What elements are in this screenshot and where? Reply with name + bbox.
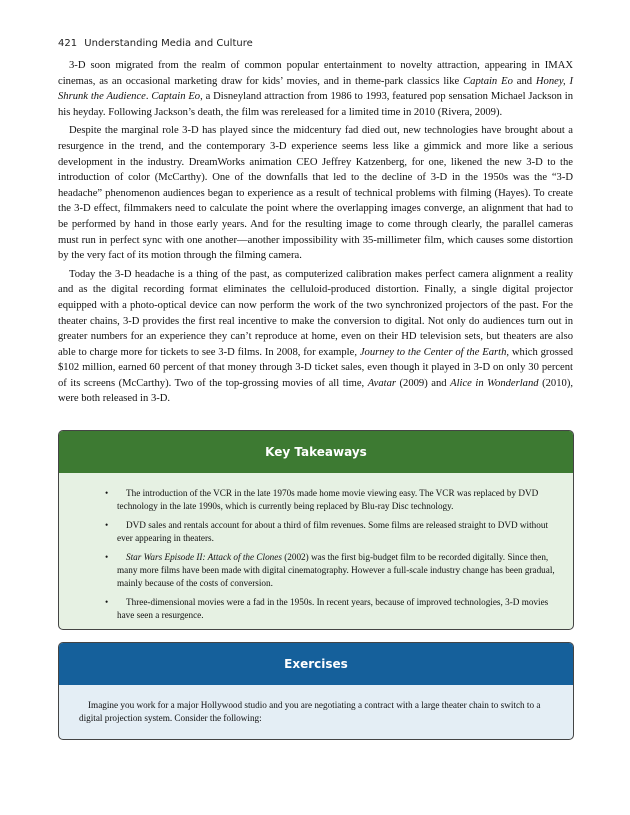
page-number: 421 bbox=[58, 38, 78, 49]
takeaways-list bbox=[59, 487, 573, 621]
list-item: • DVD sales and rentals account for about a third of film revenues. Some films are released straight to DVD without ever appearing in theaters. bbox=[105, 520, 548, 543]
running-title: Understanding Media and Culture bbox=[84, 38, 253, 49]
list-item: • The introduction of the VCR in the late 1970s made home movie viewing easy. The VCR was replaced by DVD technology in the late 1990s, which is currently being replaced by Blu-ray Disc technology. bbox=[105, 488, 539, 511]
bullet-icon: • bbox=[105, 488, 109, 498]
key-takeaways-title: Key Takeaways bbox=[59, 431, 573, 473]
paragraph-2: Despite the marginal role 3-D has played since the midcentury fad died out, new technologies have brought about a resurgence in the trend, and the contemporary 3-D experience seems less like a gimmick and more like a serious development in the industry. DreamWorks animation CEO Jeffrey Katzenberg, for one, likened the new 3-D to the introduction of color (McCarthy). One of the downfalls that led to the decline of 3-D in the 1950s was the “3-D headache” phenomenon audiences began to experience as a result of technical problems with filming (Hayes). To create the 3-D effect, filmmakers need to calculate the point where the overlapping images converge, an alignment that had to be performed by hand in those early years. And for the resulting image to come through clearly, the parallel cameras must run in perfect sync with one another—another impossibility with 35-millimeter film, which causes some distortion by the very fact of its motion through the filming camera. bbox=[58, 125, 573, 262]
body-text bbox=[58, 58, 573, 410]
exercises-title: Exercises bbox=[59, 643, 573, 685]
film-title: Star Wars Episode II: Attack of the Clones bbox=[126, 552, 282, 563]
bullet-icon: • bbox=[105, 552, 109, 563]
exercises-box bbox=[58, 642, 574, 740]
bullet-icon: • bbox=[105, 520, 109, 531]
list-item: • Three-dimensional movies were a fad in the 1950s. In recent years, because of improved technologies, 3-D movies have seen a resurgence. bbox=[105, 597, 549, 620]
paragraph-3: Today the 3-D headache is a thing of the past, as computerized calibration makes perfect camera alignment a reality and as the digital recording format eliminates the celluloid-produced distortion. Finally, a single digital projector equipped with a photo-optical device can now perform the work of the two synchronized projectors of the past. For the theater chains, 3-D provides the first real incentive to make the conversion to digital. Not only do audiences turn out in greater numbers for an experience they can’t reproduce at home, even on their HD television sets, but theaters are also able to charge more for tickets to see 3-D films. In 2008, for example, Journey to the Center of the Earth, which grossed $102 million, earned 60 percent of that money through 3-D ticket sales, even though it played in 3-D on only 30 percent of its screens (McCarthy). Two of the top-grossing movies of all time, Avatar (2009) and Alice in Wonderland (2010), were both released in 3-D. bbox=[58, 268, 573, 405]
list-item: • Star Wars Episode II: Attack of the Clones (2002) was the first big-budget film to be recorded digitally. Since then, many more films have been made with digital cinematography. However a full-scale industry change has been gradual, mainly because of the costs of conversion. bbox=[105, 552, 555, 588]
film-title: Captain Eo bbox=[463, 75, 513, 87]
key-takeaways-box bbox=[58, 430, 574, 630]
bullet-icon: • bbox=[105, 597, 109, 608]
film-title: Journey to the Center of the Earth bbox=[359, 346, 507, 358]
paragraph-1: 3-D soon migrated from the realm of common popular entertainment to novelty attraction, appearing in IMAX cinemas, as an occasional marketing draw for kids’ movies, and in theme-park classics like Captain Eo and Honey, I Shrunk the Audience. Captain Eo, a Disneyland attraction from 1986 to 1993, featured pop sensation Michael Jackson in his heyday. Following Jackson’s death, the film was rereleased for a limited time in 2010 (Rivera, 2009). bbox=[58, 60, 574, 118]
film-title: Captain Eo bbox=[151, 91, 201, 103]
film-title: Honey, I Shrunk the Audience bbox=[58, 75, 574, 103]
running-header bbox=[58, 38, 253, 49]
film-title: Avatar bbox=[367, 377, 396, 389]
exercises-text: Imagine you work for a major Hollywood studio and you are negotiating a contract with a large theater chain to switch to a digital projection system. Consider the following: bbox=[79, 700, 541, 723]
film-title: Alice in Wonderland bbox=[450, 377, 539, 389]
